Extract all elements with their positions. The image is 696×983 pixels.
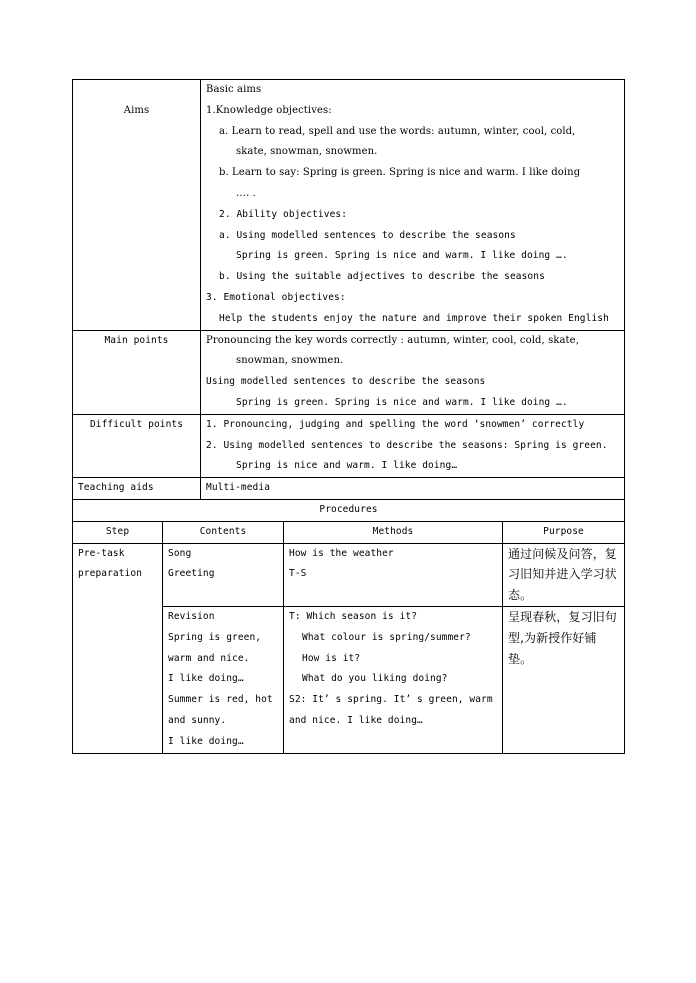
contents-line: Summer is red, hot (168, 694, 273, 706)
main-points-row (73, 330, 625, 414)
header-methods: Methods (284, 521, 503, 543)
methods-line: T-S (289, 568, 307, 580)
methods-line: T: Which season is it? (289, 610, 418, 622)
aims-line: a. Learn to read, spell and use the words: autumn, winter, cool, cold, (219, 125, 576, 137)
contents-line: Song (168, 547, 192, 559)
step-line: Pre-task (78, 547, 125, 559)
main-points-content (201, 330, 625, 414)
purpose-cell: 通过问候及问答，复习旧知并进入学习状态。 (503, 543, 625, 606)
lesson-plan-table (72, 79, 625, 754)
contents-cell (163, 606, 284, 753)
aims-line: 2. Ability objectives: (219, 208, 348, 220)
contents-line: I like doing… (168, 673, 244, 685)
aims-row (73, 80, 625, 331)
difficult-points-line: 1. Pronouncing, judging and spelling the word ‘snowmen’ correctly (206, 418, 585, 430)
aims-line: Help the students enjoy the nature and improve their spoken English (219, 312, 609, 324)
contents-line: Greeting (168, 568, 215, 580)
header-step: Step (73, 521, 163, 543)
difficult-points-content (201, 414, 625, 477)
aims-line: skate, snowman, snowmen. (236, 146, 378, 158)
aims-line: 1.Knowledge objectives: (206, 104, 332, 116)
main-points-line: Pronouncing the key words correctly : autumn, winter, cool, cold, skate, (206, 334, 579, 346)
methods-line: and nice. I like doing… (289, 714, 423, 726)
difficult-points-row (73, 414, 625, 477)
contents-line: Spring is green, (168, 631, 262, 643)
methods-cell (284, 606, 503, 753)
aims-content (201, 80, 625, 331)
teaching-aids-label: Teaching aids (73, 478, 201, 500)
difficult-points-label: Difficult points (73, 414, 201, 477)
aims-line: …. . (236, 187, 256, 199)
methods-line: What do you liking doing? (302, 673, 448, 685)
methods-cell (284, 543, 503, 606)
contents-line: Revision (168, 610, 215, 622)
difficult-points-line: 2. Using modelled sentences to describe the seasons: Spring is green. (206, 439, 608, 451)
main-points-line: snowman, snowmen. (236, 355, 344, 367)
header-purpose: Purpose (503, 521, 625, 543)
lesson-plan (72, 79, 624, 754)
methods-line: How is the weather (289, 547, 394, 559)
contents-line: I like doing… (168, 735, 244, 747)
step-cell (73, 543, 163, 753)
aims-line: Basic aims (206, 84, 262, 95)
aims-label: Aims (73, 80, 201, 331)
step-line: preparation (78, 568, 143, 580)
difficult-points-line: Spring is nice and warm. I like doing… (236, 460, 458, 472)
aims-line: Spring is green. Spring is nice and warm. I like doing …. (236, 250, 568, 262)
aims-line: b. Using the suitable adjectives to describe the seasons (219, 271, 545, 283)
contents-line: warm and nice. (168, 652, 250, 664)
teaching-aids-row (73, 478, 625, 500)
aims-line: a. Using modelled sentences to describe the seasons (219, 229, 516, 241)
methods-line: How is it? (302, 652, 361, 664)
methods-line: What colour is spring/summer? (302, 631, 471, 643)
procedures-title-row (73, 499, 625, 521)
procedures-header-row (73, 521, 625, 543)
header-contents: Contents (163, 521, 284, 543)
teaching-aids-value: Multi-media (201, 478, 625, 500)
aims-line: b. Learn to say: Spring is green. Spring is nice and warm. I like doing (219, 167, 581, 179)
main-points-line: Using modelled sentences to describe the seasons (206, 376, 486, 388)
purpose-cell: 呈现春秋，复习旧句型,为新授作好铺垫。 (503, 606, 625, 753)
methods-line: S2: It’ s spring. It’ s green, warm (289, 694, 493, 706)
main-points-label: Main points (73, 330, 201, 414)
aims-line: 3. Emotional objectives: (206, 291, 346, 303)
contents-cell (163, 543, 284, 606)
procedures-title: Procedures (73, 499, 625, 521)
main-points-line: Spring is green. Spring is nice and warm. I like doing …. (236, 396, 568, 408)
contents-line: and sunny. (168, 714, 227, 726)
procedure-row (73, 543, 625, 606)
